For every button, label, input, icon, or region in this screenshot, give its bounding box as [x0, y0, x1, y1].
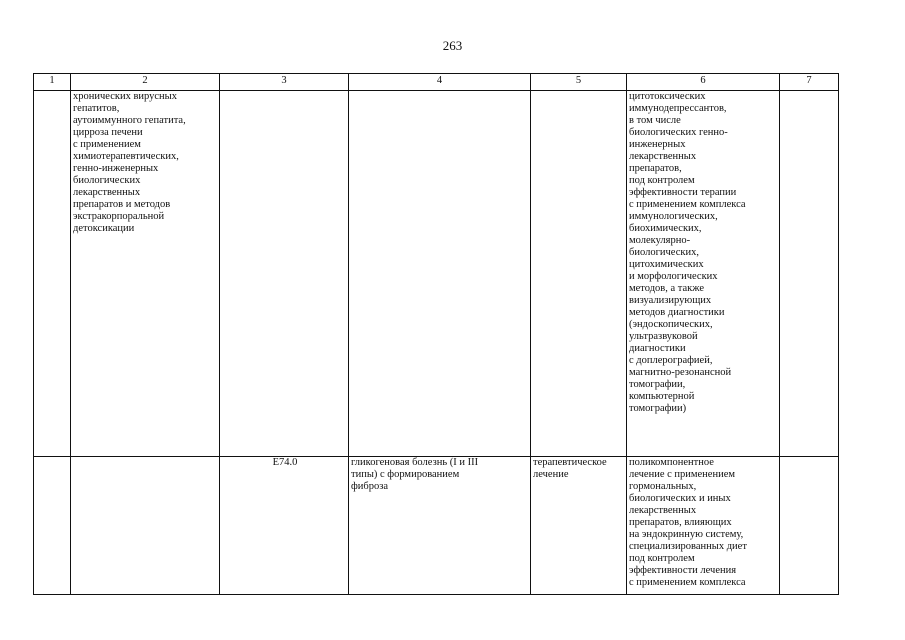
column-header-5: 5 [531, 74, 627, 91]
table-row [34, 91, 839, 457]
column-header-3: 3 [220, 74, 349, 91]
treatment-type-cell [531, 91, 627, 457]
row-number-cell [34, 91, 71, 457]
cost-cell [780, 91, 839, 457]
icd-code-cell [220, 91, 349, 457]
header-row [34, 74, 839, 91]
column-header-7: 7 [780, 74, 839, 91]
treatment-method-cell: поликомпонентное лечение с применением гормональных, биологических и иных лекарственных препаратов, влияющих на эндокринную систему, специализированных диет под контролем эффективности лечения с применением комплекса [627, 457, 780, 595]
disease-group-cell [71, 457, 220, 595]
treatment-method-cell: цитотоксических иммунодепрессантов, в том числе биологических генно- инженерных лекарственных препаратов, под контролем эффективности терапии с применением комплекса иммунологических, биохимических, молекулярно- биологических, цитохимических и морфологических методов, а также визуализирующих методов диагностики (эндоскопических, ультразвуковой диагностики с доплерографией, магнитно-резонансной томографии, компьютерной томографии) [627, 91, 780, 457]
row-number-cell [34, 457, 71, 595]
patient-model-cell [349, 91, 531, 457]
patient-model-cell: гликогеновая болезнь (I и III типы) с формированием фиброза [349, 457, 531, 595]
column-header-4: 4 [349, 74, 531, 91]
page-number: 263 [442, 38, 463, 53]
cost-cell [780, 457, 839, 595]
table-row [34, 457, 839, 595]
column-header-6: 6 [627, 74, 780, 91]
medical-care-table [33, 73, 839, 595]
column-header-1: 1 [34, 74, 71, 91]
column-header-2: 2 [71, 74, 220, 91]
disease-group-cell: хронических вирусных гепатитов, аутоиммунного гепатита, цирроза печени с применением химиотерапевтических, генно-инженерных биологических лекарственных препаратов и методов экстракорпоральной детоксикации [71, 91, 220, 457]
treatment-type-cell: терапевтическое лечение [531, 457, 627, 595]
icd-code-cell: E74.0 [220, 457, 349, 595]
